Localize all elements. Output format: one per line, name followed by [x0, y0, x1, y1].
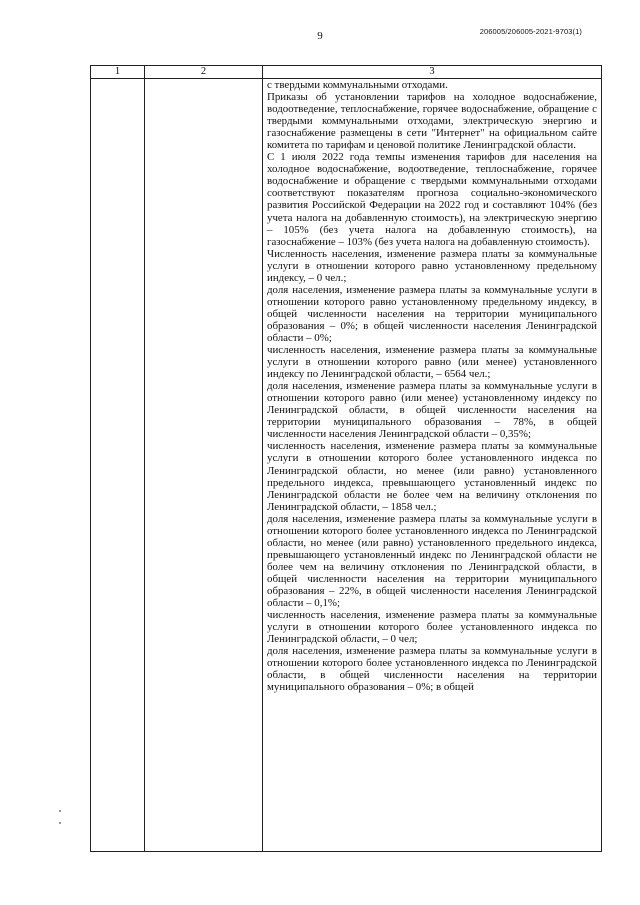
- cell-column-1: [91, 79, 145, 852]
- cell-text: [263, 79, 601, 851]
- paragraph: Численность населения, изменение размера платы за коммунальные услуги в отношении которого равно установленному предельному индексу, – 0 чел.;: [267, 247, 597, 284]
- column-header-3: 3: [263, 66, 602, 79]
- document-table: [90, 65, 602, 852]
- paragraph: численность населения, изменение размера платы за коммунальные услуги в отношении которого более установленного индекса по Ленинградской области, но менее (или равно) установленного предельного индекса, превышающего установленный индекс по Ленинградской области не более чем на величину отклонения по Ленинградской области, – 1858 чел.;: [267, 440, 597, 513]
- paragraph: С 1 июля 2022 года темпы изменения тарифов для населения на холодное водоснабжение, водоотведение, теплоснабжение, горячее водоснабжение и обращение с твердыми коммунальными отходами соответствуют показателям прогноза социально-экономического развития Российской Федерации на 2022 год и составляют 104% (без учета налога на добавленную стоимость), на электрическую энергию – 105% (без учета налога на добавленную стоимость), на газоснабжение – 103% (без учета налога на добавленную стоимость).: [267, 151, 597, 248]
- paragraph: доля населения, изменение размера платы за коммунальные услуги в отношении которого равно (или менее) установленному индексу по Ленинградской области, в общей численности населения на территории муниципального образования – 78%, в общей численности населения Ленинградской области – 0,35%;: [267, 380, 597, 441]
- page-number: 9: [317, 30, 323, 42]
- paragraph: доля населения, изменение размера платы за коммунальные услуги в отношении которого более установленного индекса по Ленинградской области, но менее (или равно) установленного предельного индекса, превышающего установленный индекс по Ленинградской области не более чем на величину отклонения по Ленинградской области, в общей численности населения на территории муниципального образования – 22%, в общей численности населения Ленинградской области – 0,1%;: [267, 512, 597, 610]
- table-body-row: [91, 79, 602, 852]
- column-header-1: 1: [91, 66, 145, 79]
- cell-column-2: [145, 79, 263, 852]
- paragraph: численность населения, изменение размера платы за коммунальные услуги в отношении которого более установленного индекса по Ленинградской области, – 0 чел;: [267, 609, 597, 646]
- cell-column-3: [263, 79, 602, 852]
- paragraph: с твердыми коммунальными отходами.: [267, 79, 448, 91]
- column-header-2: 2: [145, 66, 263, 79]
- margin-speck: [59, 810, 61, 812]
- margin-speck: [59, 822, 61, 824]
- document-id: 206005/206005-2021-9703(1): [479, 27, 582, 36]
- paragraph: доля населения, изменение размера платы за коммунальные услуги в отношении которого равно установленному предельному индексу, в общей численности населения на территории муниципального образования – 0%; в общей численности населения Ленинградской области – 0%;: [267, 283, 597, 344]
- table-header-row: [91, 66, 602, 79]
- paragraph: Приказы об установлении тарифов на холодное водоснабжение, водоотведение, теплоснабжение, горячее водоснабжение, обращение с твердыми коммунальными отходами, электрическую энергию и газоснабжение размещены в сети "Интернет" на официальном сайте комитета по тарифам и ценовой политике Ленинградской области.: [267, 91, 597, 152]
- paragraph: численность населения, изменение размера платы за коммунальные услуги в отношении которого равно (или менее) установленного индексу по Ленинградской области, – 6564 чел.;: [267, 344, 597, 381]
- paragraph: доля населения, изменение размера платы за коммунальные услуги в отношении которого более установленного индекса по Ленинградской области, в общей численности населения на территории муниципального образования – 0%; в общей: [267, 645, 597, 694]
